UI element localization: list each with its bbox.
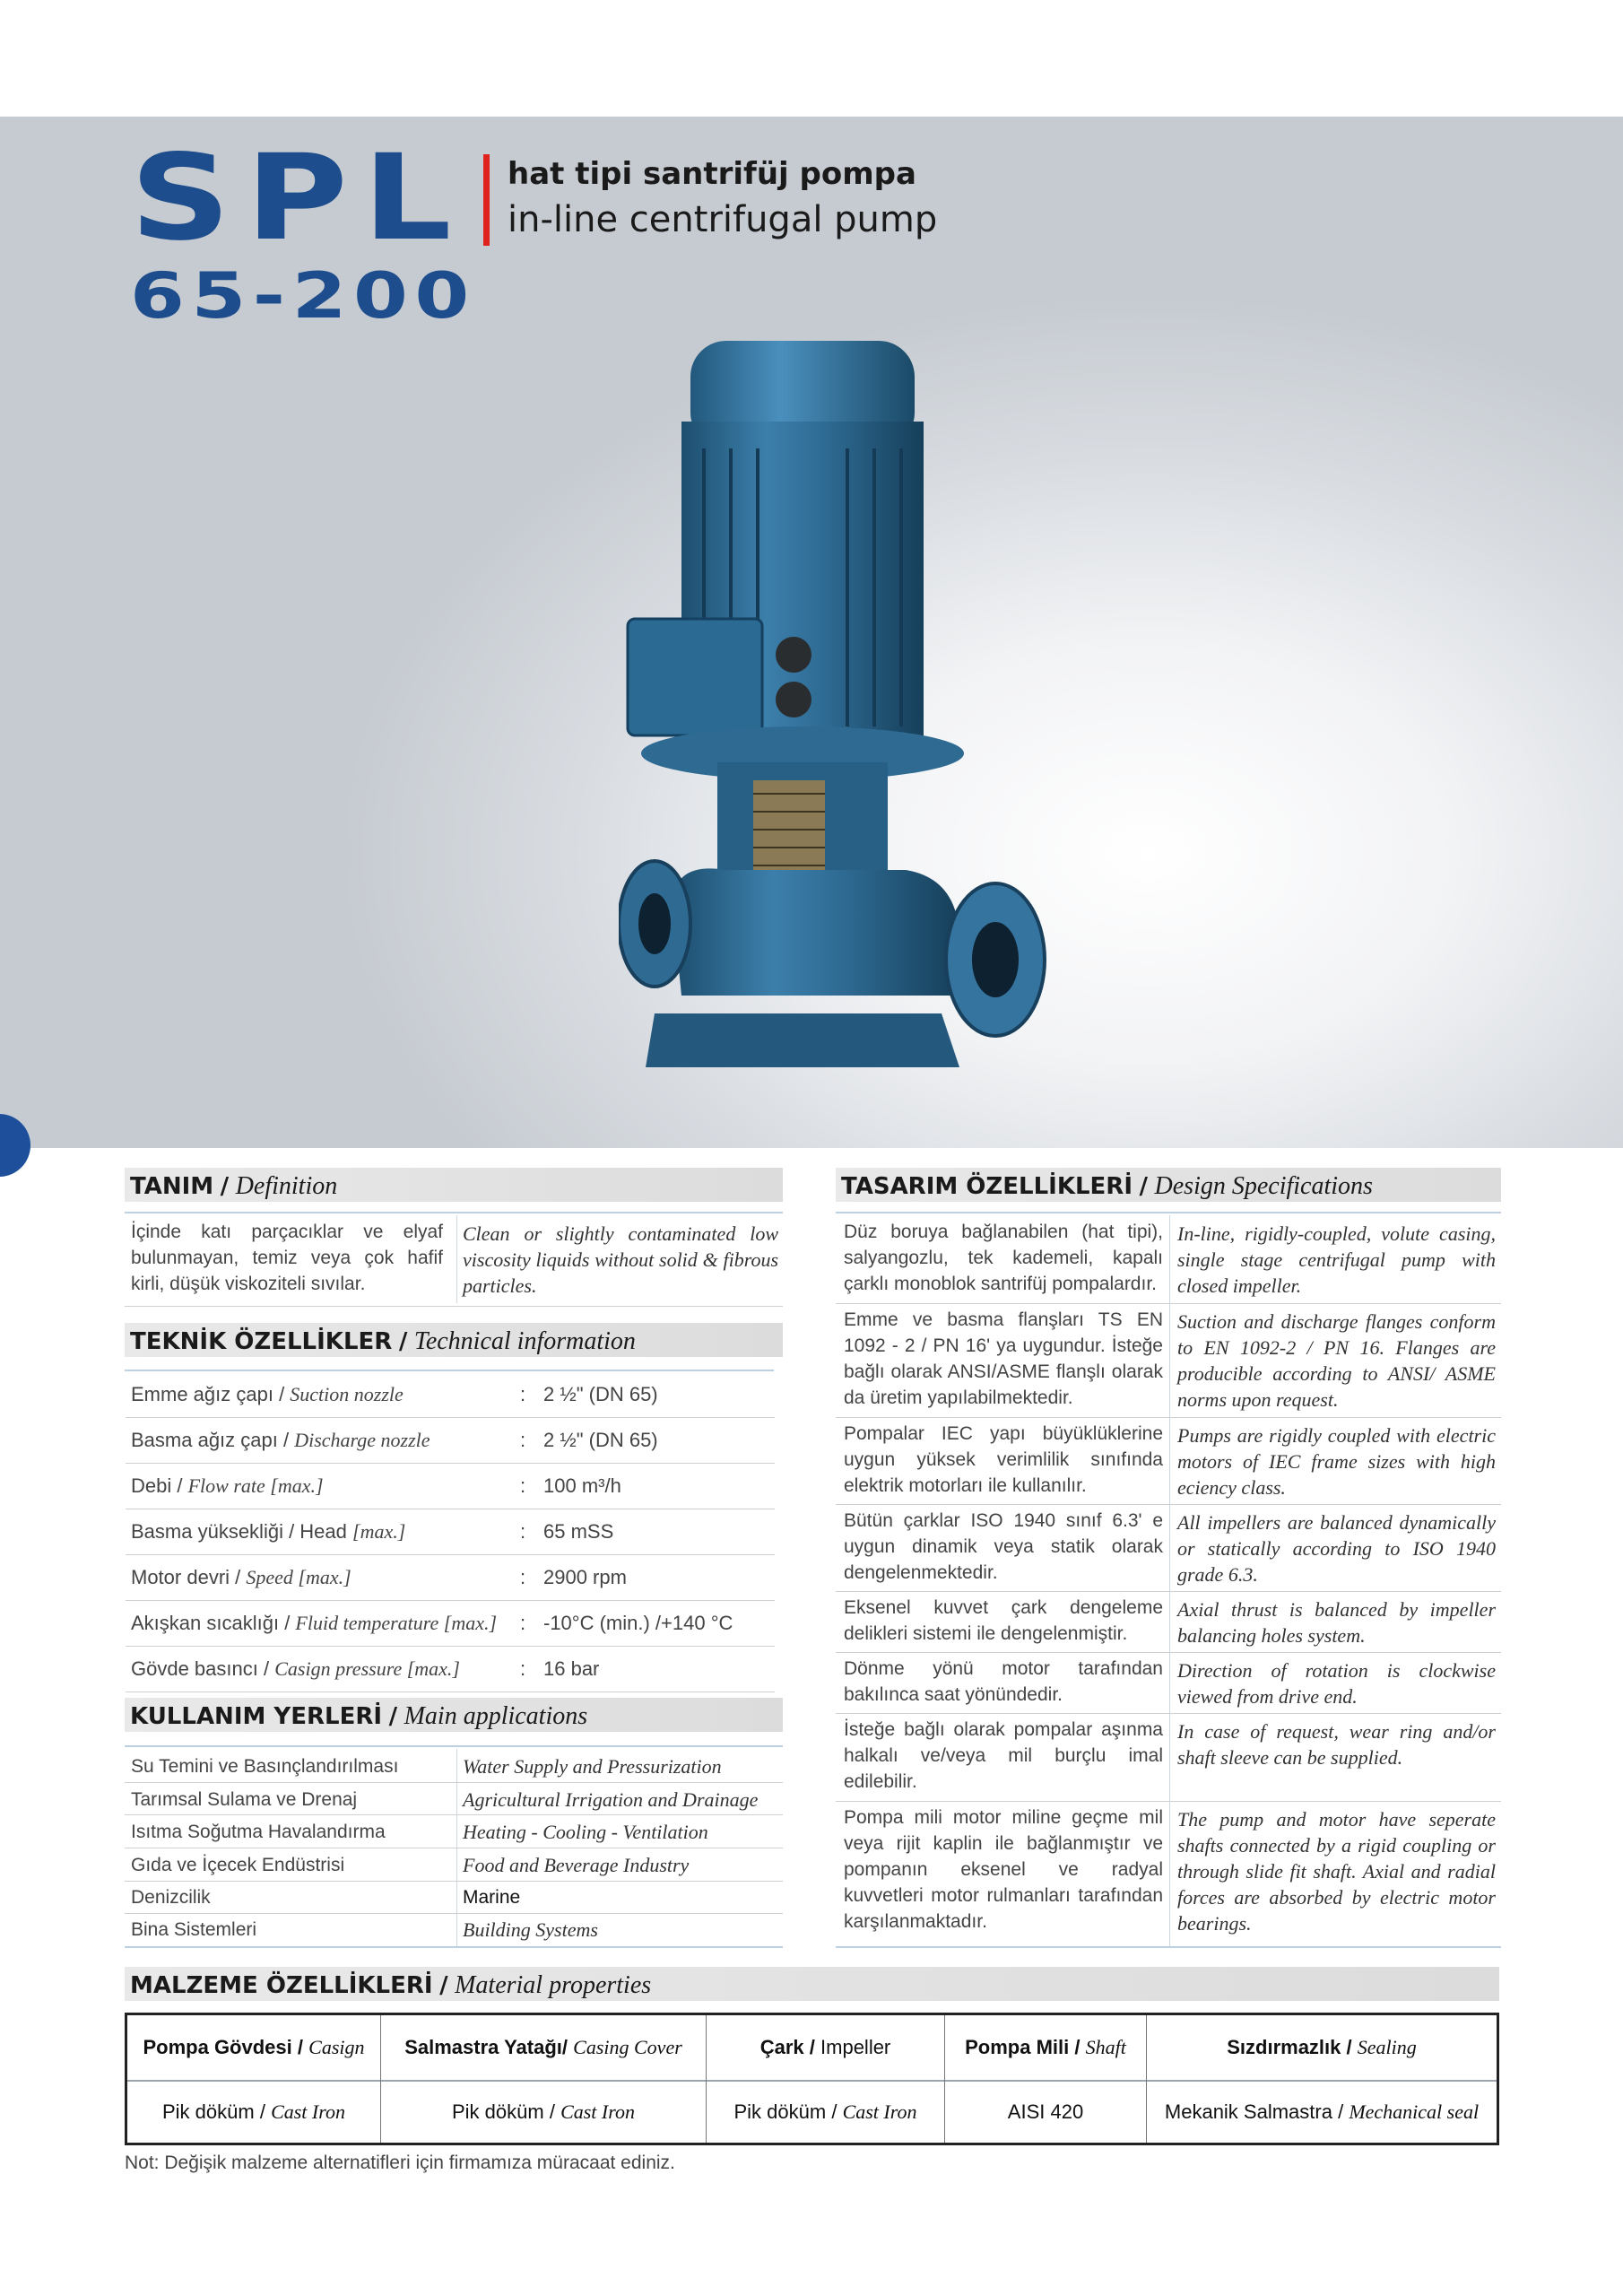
- materials-header-cell: Sızdırmazlık / Sealing: [1227, 2036, 1417, 2058]
- divider: [836, 1303, 1501, 1304]
- application-tr: Su Temini ve Basınçlandırılması: [131, 1756, 399, 1777]
- materials-title-en: Material properties: [455, 1971, 652, 1999]
- design-text-tr: Eksenel kuvvet çark dengeleme delikleri sistemi ile dengelenmiştir.: [844, 1597, 1163, 1644]
- tech-row: Basma yüksekliği / Head [max.] : 65 mSS: [131, 1520, 614, 1543]
- materials-value-cell: Mekanik Salmastra / Mechanical seal: [1164, 2100, 1480, 2123]
- tech-label-en: Fluid temperature [max.]: [295, 1612, 498, 1634]
- accent-bar: [483, 154, 490, 246]
- header-en: Impeller: [820, 2036, 891, 2058]
- definition-text-tr: İçinde katı parçacıklar ve elyaf bulunmayan, temiz veya çok hafif kirli, düşük viskoziteli sıvılar.: [131, 1222, 443, 1294]
- design-header: TASARIM ÖZELLİKLERİ / Design Specifications: [836, 1168, 1501, 1202]
- divider: [836, 1591, 1501, 1592]
- design-text-en: In-line, rigidly-coupled, volute casing, single stage centrifugal pump with closed impeller.: [1177, 1222, 1496, 1297]
- design-text-en: Suction and discharge flanges conform to EN 1092-2 / PN 16. Flanges are producible according to ANSI/ ASME norms upon request.: [1177, 1310, 1496, 1411]
- design-text-en: All impellers are balanced dynamically or statically according to ISO 1940 grade 6.3.: [1177, 1511, 1496, 1586]
- divider: [125, 1946, 783, 1948]
- divider: [836, 1417, 1501, 1418]
- materials-header-cell: Pompa Gövdesi / Casign: [143, 2036, 365, 2058]
- tech-label-en: Flow rate [max.]: [187, 1474, 324, 1497]
- tech-value: 2 ½" (DN 65): [543, 1429, 658, 1451]
- value-en: Cast Iron: [842, 2100, 917, 2123]
- tech-label-tr: Emme ağız çapı: [131, 1383, 273, 1405]
- application-tr: Isıtma Soğutma Havalandırma: [131, 1822, 386, 1842]
- tech-row: Gövde basıncı / Casign pressure [max.] : 16 bar: [131, 1657, 600, 1680]
- value-tr: AISI 420: [1007, 2100, 1084, 2123]
- value-en: Mechanical seal: [1349, 2100, 1480, 2123]
- materials-header-cell: Pompa Mili / Shaft: [965, 2036, 1126, 2058]
- application-en: Water Supply and Pressurization: [463, 1755, 722, 1778]
- design-text-en: Axial thrust is balanced by impeller balancing holes system.: [1177, 1598, 1496, 1647]
- applications-header: KULLANIM YERLERİ / Main applications: [125, 1698, 783, 1732]
- tech-value: 2 ½" (DN 65): [543, 1383, 658, 1405]
- technical-header: TEKNİK ÖZELLİKLER / Technical information: [125, 1323, 783, 1357]
- design-text-tr: İsteğe bağlı olarak pompalar aşınma halkalı ve/veya mil burçlu imal edilebilir.: [844, 1719, 1163, 1792]
- design-text-tr: Pompa mili motor miline geçme mil veya rijit kaplin ile bağlanmıştır ve pompanın eksenel ve radyal kuvvetleri motor rulmanları tarafından karşılanmaktadır.: [844, 1807, 1163, 1932]
- design-text-en: The pump and motor have seperate shafts connected by a rigid coupling or through slide fit shaft. Axial and radial forces are absorbed by electric motor bearings.: [1177, 1808, 1496, 1935]
- application-en: Marine: [463, 1887, 521, 1908]
- tech-label-en: Suction nozzle: [290, 1383, 404, 1405]
- tech-row: Basma ağız çapı / Discharge nozzle : 2 ½" (DN 65): [131, 1429, 658, 1451]
- tech-row: Akışkan sıcaklığı / Fluid temperature [max.] : -10°C (min.) /+140 °C: [131, 1612, 733, 1634]
- model-number: 65-200: [130, 259, 476, 333]
- tech-label-en: [max.]: [352, 1520, 406, 1543]
- materials-header-cell: Çark / Impeller: [759, 2036, 891, 2058]
- application-en: Building Systems: [463, 1918, 598, 1941]
- application-tr: Gıda ve İçecek Endüstrisi: [131, 1855, 345, 1875]
- tech-label-tr: Debi: [131, 1474, 172, 1497]
- definition-header: TANIM / Definition: [125, 1168, 783, 1202]
- value-tr: Pik döküm: [452, 2100, 544, 2123]
- divider: [836, 1652, 1501, 1653]
- divider: [125, 1212, 783, 1213]
- value-tr: Mekanik Salmastra: [1164, 2100, 1332, 2123]
- materials-value-cell: Pik döküm / Cast Iron: [452, 2100, 635, 2123]
- brand-logo: [130, 129, 476, 333]
- subtitle-en: in-line centrifugal pump: [508, 199, 938, 240]
- materials-value-cell: Pik döküm / Cast Iron: [162, 2100, 345, 2123]
- divider: [456, 1749, 457, 1948]
- divider: [456, 1215, 457, 1303]
- divider: [836, 1946, 1501, 1948]
- value-en: Cast Iron: [560, 2100, 635, 2123]
- header-tr: Pompa Gövdesi: [143, 2036, 292, 2058]
- materials-value-cell: [945, 2082, 1146, 2143]
- divider: [125, 1370, 774, 1371]
- divider: [125, 1814, 783, 1815]
- header-tr: Çark: [759, 2036, 804, 2058]
- tech-row: Motor devri / Speed [max.] : 2900 rpm: [131, 1566, 627, 1588]
- technical-title-tr: TEKNİK ÖZELLİKLER: [130, 1328, 393, 1355]
- tech-value: 100 m³/h: [543, 1474, 621, 1497]
- subtitle-tr: hat tipi santrifüj pompa: [508, 156, 916, 192]
- application-tr: Tarımsal Sulama ve Drenaj: [131, 1789, 358, 1810]
- tech-value: -10°C (min.) /+140 °C: [543, 1612, 733, 1634]
- header-en: Casign: [308, 2036, 365, 2058]
- tech-label-tr: Basma yüksekliği / Head: [131, 1520, 347, 1543]
- design-text-tr: Dönme yönü motor tarafından bakılınca saat yönündedir.: [844, 1658, 1163, 1705]
- applications-title-tr: KULLANIM YERLERİ: [130, 1703, 383, 1730]
- header-en: Shaft: [1085, 2036, 1126, 2058]
- design-text-en: Direction of rotation is clockwise viewed from drive end.: [1177, 1659, 1496, 1708]
- header-tr: Salmastra Yatağı: [404, 2036, 562, 2058]
- applications-title-en: Main applications: [404, 1702, 588, 1730]
- application-en: Heating - Cooling - Ventilation: [463, 1821, 708, 1843]
- design-text-en: Pumps are rigidly coupled with electric motors of IEC frame sizes with high eciency class.: [1177, 1424, 1496, 1499]
- application-tr: Bina Sistemleri: [131, 1919, 257, 1940]
- tech-label-tr: Basma ağız çapı: [131, 1429, 278, 1451]
- tech-label-en: Casign pressure [max.]: [274, 1657, 460, 1680]
- application-tr: Denizcilik: [131, 1887, 211, 1908]
- pump-image: [619, 332, 1058, 1094]
- technical-title-en: Technical information: [413, 1327, 636, 1355]
- materials-table: [125, 2013, 1499, 2145]
- design-text-tr: Pompalar IEC yapı büyüklüklerine uygun yüksek verimlilik sınıfında elektrik motorları ile kullanılır.: [844, 1423, 1163, 1496]
- divider: [1169, 1215, 1170, 1946]
- divider: [125, 1913, 783, 1914]
- design-text-tr: Düz boruya bağlanabilen (hat tipi), salyangozlu, tek kademeli, kapalı çarklı monoblok santrifüj pompalardır.: [844, 1222, 1163, 1294]
- tech-row: Emme ağız çapı / Suction nozzle : 2 ½" (DN 65): [131, 1383, 658, 1405]
- design-text-tr: Emme ve basma flanşları TS EN 1092 - 2 / PN 16' ya uygundur. İsteğe bağlı olarak ANSI/ASME flanşlı olarak da üretim yapılabilmektedir.: [844, 1309, 1163, 1408]
- header-tr: Pompa Mili: [965, 2036, 1070, 2058]
- divider: [125, 1881, 783, 1882]
- divider: [836, 1504, 1501, 1505]
- design-title-en: Design Specifications: [1154, 1172, 1373, 1200]
- design-text-tr: Bütün çarklar ISO 1940 sınıf 6.3' e uygun dinamik veya statik olarak dengelenmektedir.: [844, 1510, 1163, 1583]
- application-en: Agricultural Irrigation and Drainage: [463, 1788, 759, 1811]
- header-tr: Sızdırmazlık: [1227, 2036, 1341, 2058]
- tech-value: 16 bar: [543, 1657, 600, 1680]
- tech-label-tr: Akışkan sıcaklığı: [131, 1612, 280, 1634]
- divider: [125, 1745, 783, 1747]
- divider: [125, 1306, 783, 1307]
- materials-note: Not: Değişik malzeme alternatifleri için firmamıza müracaat ediniz.: [125, 2152, 675, 2173]
- tech-value: 65 mSS: [543, 1520, 614, 1543]
- value-tr: Pik döküm: [162, 2100, 255, 2123]
- materials-title-tr: MALZEME ÖZELLİKLERİ: [130, 1972, 433, 1999]
- definition-title-en: Definition: [235, 1172, 338, 1200]
- divider: [836, 1212, 1501, 1213]
- divider: [836, 1713, 1501, 1714]
- tech-label-en: Discharge nozzle: [294, 1429, 430, 1451]
- tech-label-en: Speed [max.]: [246, 1566, 352, 1588]
- tech-value: 2900 rpm: [543, 1566, 627, 1588]
- materials-header-cell: Salmastra Yatağı / Casing Cover: [404, 2036, 682, 2058]
- value-tr: Pik döküm: [733, 2100, 827, 2123]
- application-en: Food and Beverage Industry: [463, 1854, 690, 1876]
- definition-title-tr: TANIM: [130, 1173, 214, 1200]
- value-en: Cast Iron: [271, 2100, 345, 2123]
- design-title-tr: TASARIM ÖZELLİKLERİ: [841, 1173, 1133, 1200]
- materials-header: MALZEME ÖZELLİKLERİ / Material properties: [125, 1967, 1499, 2001]
- header-en: Sealing: [1357, 2036, 1417, 2058]
- header-en: Casing Cover: [573, 2036, 682, 2058]
- tech-label-tr: Motor devri: [131, 1566, 230, 1588]
- materials-value-cell: Pik döküm / Cast Iron: [733, 2100, 917, 2123]
- divider: [125, 1782, 783, 1783]
- tech-label-tr: Gövde basıncı: [131, 1657, 258, 1680]
- divider: [836, 1801, 1501, 1802]
- brand-name: SPL: [130, 129, 467, 267]
- design-text-en: In case of request, wear ring and/or shaft sleeve can be supplied.: [1177, 1720, 1496, 1769]
- tech-row: Debi / Flow rate [max.] : 100 m³/h: [131, 1474, 621, 1497]
- definition-text-en: Clean or slightly contaminated low viscosity liquids without solid & fibrous particles.: [463, 1222, 778, 1297]
